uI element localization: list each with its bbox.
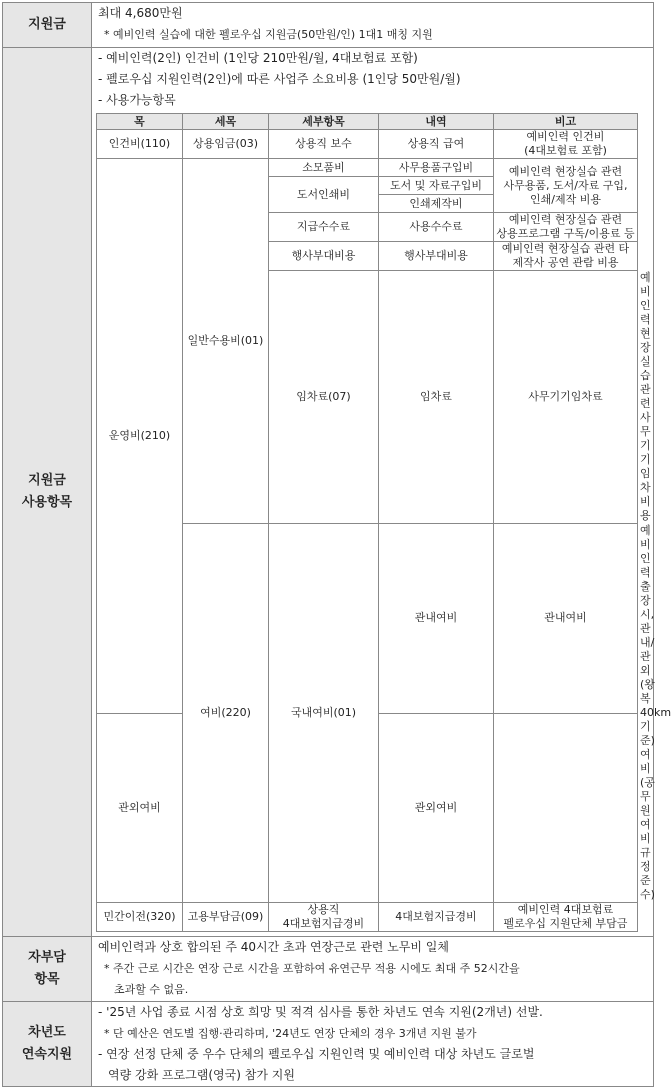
transfer-detail: 상용직 4대보험지급경비: [269, 903, 379, 932]
labor-note: 예비인력 인건비 (4대보험료 포함): [494, 130, 638, 159]
op-semok-general: 일반수용비(01): [183, 159, 269, 524]
next-year-global: - 연장 선정 단체 중 우수 단체의 펠로우십 지원인력 및 예비인력 대상 차년도 글로벌: [98, 1047, 535, 1061]
usage-bullet-labor: - 예비인력(2인) 인건비 (1인당 210만원/월, 4대보험료 포함): [98, 51, 418, 65]
book-detail: 도서인쇄비: [269, 177, 379, 213]
self-burden-text: 예비인력과 상호 합의된 주 40시간 초과 연장근로 관련 노무비 일체: [98, 940, 449, 954]
usage-table-header-row: [97, 114, 638, 130]
labor-mok: 인건비(110): [97, 130, 183, 159]
event-note: 예비인력 현장실습 관련 타 제작사 공연 관람 비용: [494, 242, 638, 271]
col-header-detail: 세부항목: [269, 114, 379, 130]
travel-detail-in: 관내여비: [379, 524, 494, 714]
self-burden-note: * 주간 근로 시간은 연장 근로 시간을 포함하여 유연근무 적용 시에도 최대 주 52시간을: [104, 962, 520, 975]
event-detail: 행사부대비용: [269, 242, 379, 271]
self-burden-note-cont: 초과할 수 없음.: [114, 983, 189, 996]
transfer-row: [97, 903, 638, 932]
support-info-table: [2, 2, 671, 1087]
event-item: 행사부대비용: [379, 242, 494, 271]
self-burden-row: [3, 937, 654, 1002]
next-year-row: [3, 1002, 654, 1087]
travel-mok: 여비(220): [183, 524, 269, 903]
usage-items-table: [96, 113, 671, 932]
next-year-note: * 단 예산은 연도별 집행·관리하며, '24년도 연장 단체의 경우 3개년 지원 불가: [104, 1027, 477, 1040]
transfer-semok: 고용부담금(09): [183, 903, 269, 932]
col-header-item: 내역: [379, 114, 494, 130]
next-year-content: [92, 1002, 654, 1087]
next-year-header: 차년도 연속지원: [3, 1002, 92, 1087]
funding-row: [3, 3, 654, 48]
op-mok: 운영비(210): [97, 159, 183, 714]
funding-max-text: 최대 4,680만원: [98, 6, 183, 20]
fee-note: 예비인력 현장실습 관련 상용프로그램 구독/이용료 등: [494, 213, 638, 242]
labor-detail: 상용직 보수: [269, 130, 379, 159]
next-year-selection: - '25년 사업 종료 시점 상호 희망 및 적격 심사를 통한 차년도 연속 지원(2개년) 선발.: [98, 1005, 543, 1019]
supplies-detail: 소모품비: [269, 159, 379, 177]
book-item-purchase: 도서 및 자료구입비: [379, 177, 494, 195]
travel-detail-out: 관외여비: [97, 713, 183, 903]
funding-content: [92, 3, 654, 48]
usage-content: [92, 48, 671, 937]
fee-item: 사용수수료: [379, 213, 494, 242]
col-header-semok: 세목: [183, 114, 269, 130]
funding-header: 지원금: [3, 3, 92, 48]
transfer-mok: 민간이전(320): [97, 903, 183, 932]
fee-detail: 지급수수료: [269, 213, 379, 242]
labor-semok: 상용임금(03): [183, 130, 269, 159]
travel-row-1: 여비(220) 국내여비(01) 관내여비 관내여비 예비인력 출장 시, 관내/관외(왕복40km기준)여비 (공무원 여비규정 준수): [97, 524, 638, 714]
transfer-note: 예비인력 4대보험료 펠로우십 지원단체 부담금: [494, 903, 638, 932]
self-burden-header: 자부담 항목: [3, 937, 92, 1002]
funding-note: * 예비인력 실습에 대한 펠로우십 지원금(50만원/인) 1대1 매칭 지원: [104, 28, 433, 41]
travel-semok: 국내여비(01): [269, 524, 379, 903]
labor-item: 상용직 급여: [379, 130, 494, 159]
usage-bullet-items: - 사용가능항목: [98, 93, 176, 107]
rent-row: 임차료(07) 임차료 사무기기임차료 예비인력 현장실습 관련 사무기기 임차비용: [97, 271, 638, 524]
supplies-row: [97, 159, 638, 177]
travel-item-out: 관외여비: [379, 713, 494, 903]
col-header-note: 비고: [494, 114, 638, 130]
rent-item: 사무기기임차료: [494, 271, 638, 524]
col-header-mok: 목: [97, 114, 183, 130]
travel-item-in: 관내여비: [494, 524, 638, 714]
usage-header: 지원금 사용항목: [3, 48, 92, 937]
rent-detail: 임차료: [379, 271, 494, 524]
self-burden-content: [92, 937, 654, 1002]
supplies-item: 사무용품구입비: [379, 159, 494, 177]
op-note-supplies: 예비인력 현장실습 관련 사무용품, 도서/자료 구입, 인쇄/제작 비용: [494, 159, 638, 213]
transfer-item: 4대보험지급경비: [379, 903, 494, 932]
book-item-print: 인쇄제작비: [379, 195, 494, 213]
usage-row: [3, 48, 654, 937]
rent-semok: 임차료(07): [269, 271, 379, 524]
usage-bullet-employer: - 펠로우십 지원인력(2인)에 따른 사업주 소요비용 (1인당 50만원/월): [98, 72, 461, 86]
labor-row: [97, 130, 638, 159]
next-year-global-cont: 역량 강화 프로그램(영국) 참가 지원: [108, 1068, 295, 1082]
